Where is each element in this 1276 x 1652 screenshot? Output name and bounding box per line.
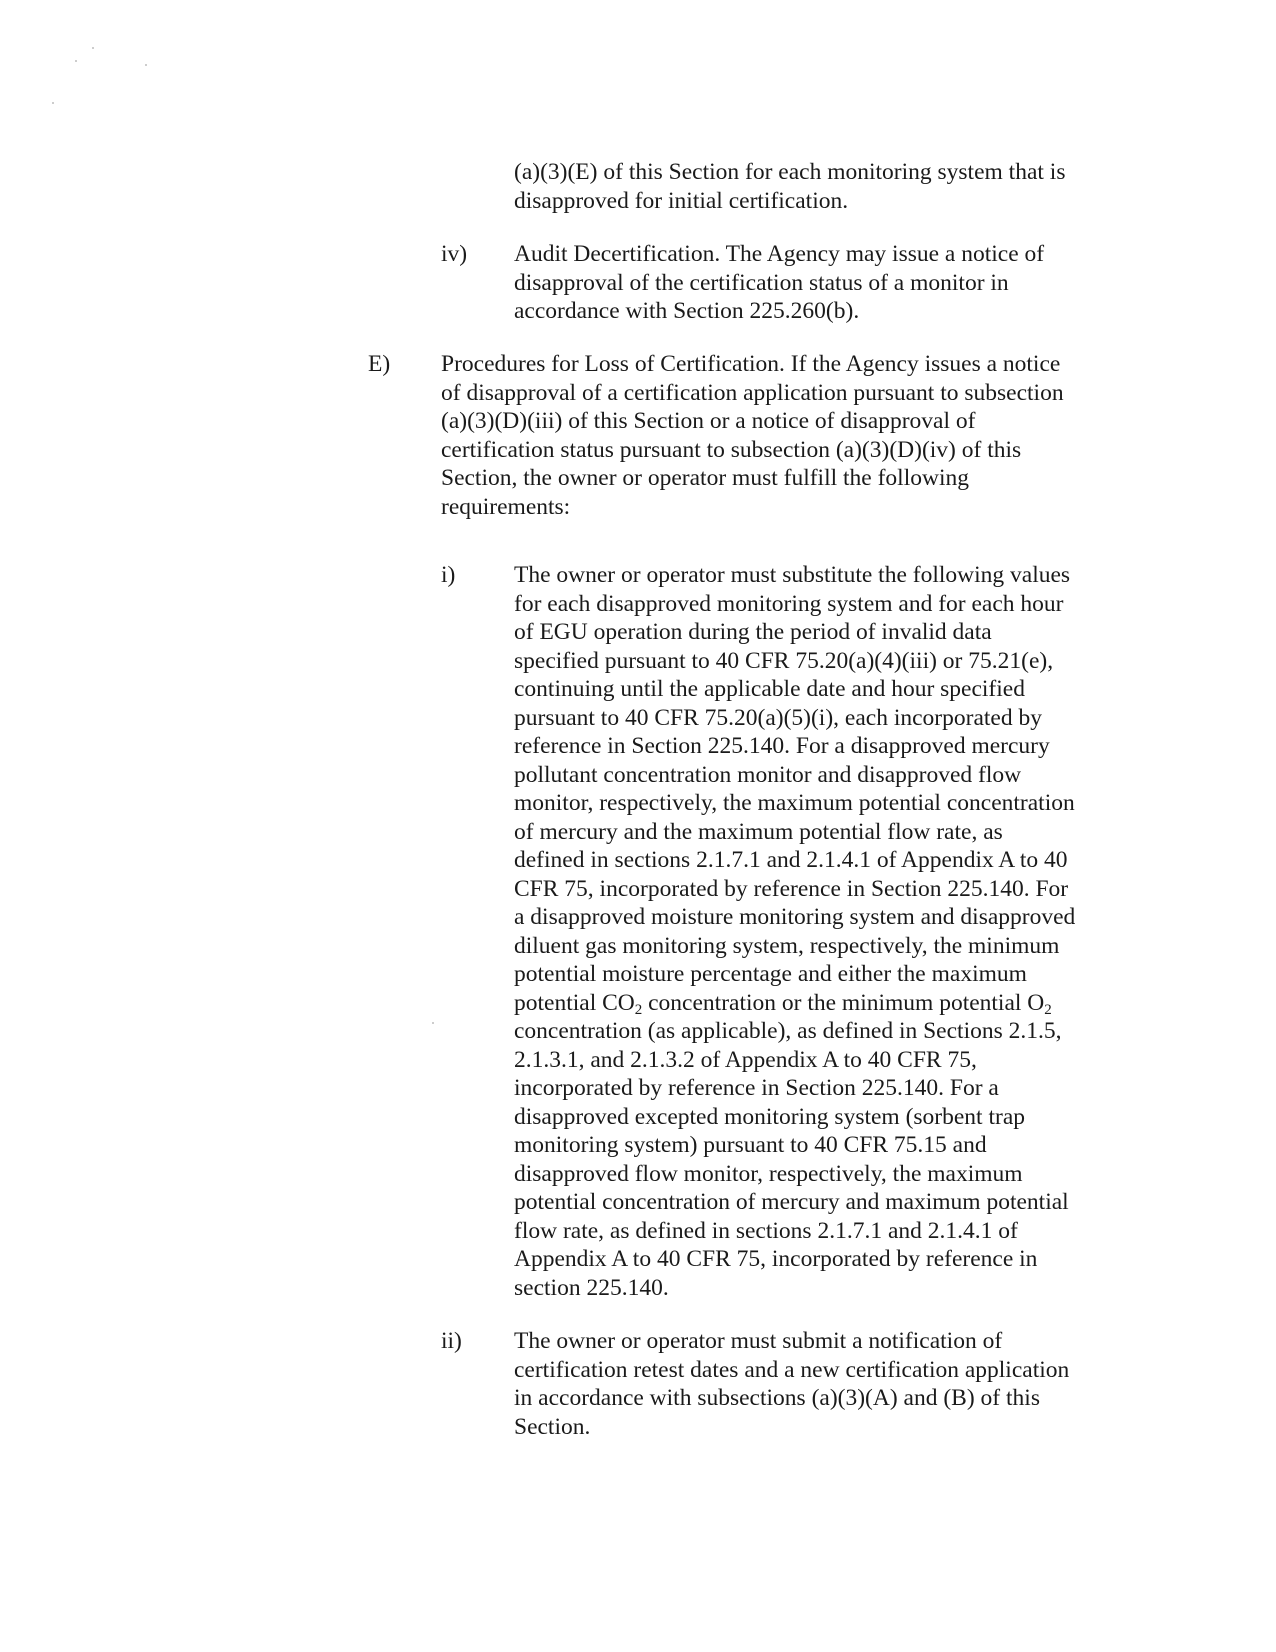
scan-speck — [52, 102, 54, 104]
text-line: pollutant concentration monitor and disapproved flow — [514, 761, 1022, 788]
text-line: requirements: — [441, 493, 571, 520]
text-line: certification retest dates and a new certification application — [514, 1356, 1070, 1383]
formula-line — [514, 989, 1075, 1018]
text-line: section 225.140. — [514, 1274, 669, 1301]
item-ii-label: ii) — [441, 1328, 462, 1354]
item-e-label: E) — [368, 351, 391, 377]
text-line: The owner or operator must submit a notification of — [514, 1328, 1003, 1354]
item-ii-paragraph — [514, 1327, 1069, 1441]
text-line: continuing until the applicable date and hour specified — [514, 676, 1025, 702]
text-line: The owner or operator must substitute the following values — [514, 562, 1071, 588]
text-line: disapproved flow monitor, respectively, the maximum — [514, 1160, 1023, 1187]
scan-speck — [432, 1022, 434, 1024]
text-fragment: potential CO — [514, 989, 635, 1016]
text-line: reference in Section 225.140. For a disapproved mercury — [514, 733, 1050, 759]
text-line: specified pursuant to 40 CFR 75.20(a)(4)(iii) or 75.21(e), — [514, 647, 1054, 674]
text-line: disapproved excepted monitoring system (sorbent trap — [514, 1103, 1025, 1130]
text-line: disapproval of the certification status of a monitor in — [514, 269, 1009, 296]
item-e-paragraph — [441, 350, 1064, 521]
text-line: accordance with Section 225.260(b). — [514, 298, 860, 324]
text-line: Section. — [514, 1413, 591, 1440]
scan-speck — [145, 64, 147, 66]
item-iv-label: iv) — [441, 241, 468, 267]
text-line: incorporated by reference in Section 225.140. For a — [514, 1075, 999, 1101]
subscript: 2 — [634, 1001, 643, 1018]
text-line: for each disapproved monitoring system and for each hour — [514, 590, 1064, 617]
text-fragment: concentration or the minimum potential O — [642, 989, 1045, 1016]
item-i-label: i) — [441, 562, 456, 588]
text-line: Procedures for Loss of Certification. If the Agency issues a notice — [441, 351, 1061, 377]
text-line: Appendix A to 40 CFR 75, incorporated by reference in — [514, 1246, 1038, 1272]
text-line: CFR 75, incorporated by reference in Section 225.140. For — [514, 875, 1069, 902]
text-line: certification status pursuant to subsection (a)(3)(D)(iv) of this — [441, 436, 1022, 463]
text-line: flow rate, as defined in sections 2.1.7.1 and 2.1.4.1 of — [514, 1217, 1018, 1244]
text-line: potential concentration of mercury and maximum potential — [514, 1189, 1069, 1215]
text-line: monitor, respectively, the maximum potential concentration — [514, 790, 1075, 816]
text-line: Audit Decertification. The Agency may issue a notice of — [514, 241, 1045, 267]
text-line: potential moisture percentage and either the maximum — [514, 961, 1027, 987]
text-line: defined in sections 2.1.7.1 and 2.1.4.1 of Appendix A to 40 — [514, 847, 1068, 873]
text-line: Section, the owner or operator must fulfill the following — [441, 465, 969, 491]
scan-speck — [92, 47, 94, 49]
scan-speck — [75, 60, 77, 62]
text-line: a disapproved moisture monitoring system and disapproved — [514, 904, 1076, 930]
text-line: 2.1.3.1, and 2.1.3.2 of Appendix A to 40 CFR 75, — [514, 1046, 977, 1073]
text-line: concentration (as applicable), as defined in Sections 2.1.5, — [514, 1018, 1062, 1044]
text-line: pursuant to 40 CFR 75.20(a)(5)(i), each incorporated by — [514, 704, 1042, 731]
text-line: in accordance with subsections (a)(3)(A) and (B) of this — [514, 1385, 1040, 1411]
text-line: of EGU operation during the period of invalid data — [514, 619, 992, 645]
text-line: of disapproval of a certification application pursuant to subsection — [441, 379, 1064, 406]
text-line: (a)(3)(E) of this Section for each monitoring system that is — [514, 159, 1066, 185]
text-line: disapproved for initial certification. — [514, 187, 849, 214]
text-line: of mercury and the maximum potential flow rate, as — [514, 818, 1003, 845]
item-iv-paragraph — [514, 240, 1044, 326]
text-line: (a)(3)(D)(iii) of this Section or a notice of disapproval of — [441, 408, 976, 434]
subscript: 2 — [1044, 1001, 1052, 1018]
text-line: diluent gas monitoring system, respectively, the minimum — [514, 932, 1060, 959]
continuation-paragraph — [514, 158, 1065, 215]
item-i-paragraph — [514, 561, 1075, 1302]
text-line: monitoring system) pursuant to 40 CFR 75.15 and — [514, 1132, 987, 1158]
